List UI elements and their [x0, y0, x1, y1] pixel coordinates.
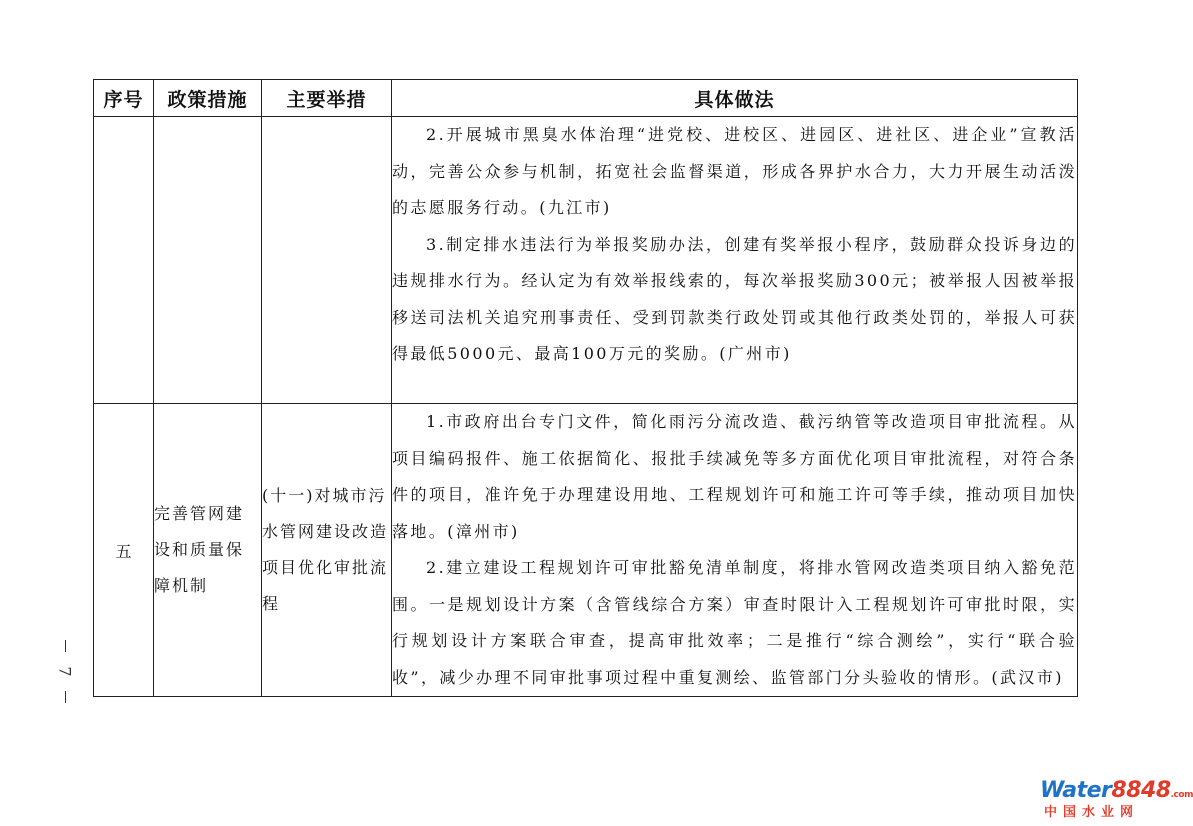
header-number: 序号	[94, 80, 154, 117]
practice-cell	[392, 117, 1078, 404]
page-number-dash	[65, 640, 66, 652]
practice-paragraph: 2.建立建设工程规划许可审批豁免清单制度，将排水管网改造类项目纳入豁免范围。一是规划设计方案（含管线综合方案）审查时限计入工程规划许可审批时限，实行规划设计方案联合审查，提高审批效率；二是推行“综合测绘”，实行“联合验收”，减少办理不同审批事项过程中重复测绘、监管部门分头验收的情形。(武汉市)	[392, 558, 1077, 687]
watermark-word-red: 8848	[1111, 778, 1171, 803]
page-number-dash	[65, 691, 66, 703]
practice-paragraph: 1.市政府出台专门文件，简化雨污分流改造、截污纳管等改造项目审批流程。从项目编码报件、施工依据简化、报批手续减免等多方面优化项目审批流程，对符合条件的项目，准许免于办理建设用地、工程规划许可和施工许可等手续，推动项目加快落地。(漳州市)	[392, 412, 1077, 541]
header-measure: 主要举措	[262, 80, 392, 117]
table-row	[94, 404, 1078, 697]
watermark-suffix: .com	[1170, 790, 1193, 800]
header-practice: 具体做法	[392, 80, 1078, 117]
practice-paragraph: 3.制定排水违法行为举报奖励办法，创建有奖举报小程序，鼓励群众投诉身边的违规排水行为。经认定为有效举报线索的，每次举报奖励300元；被举报人因被举报移送司法机关追究刑事责任、受到罚款类行政处罚或其他行政类处罚的，举报人可获得最低5000元、最高100万元的奖励。(广州市)	[392, 234, 1077, 363]
watermark-word	[1040, 778, 1193, 803]
watermark-logo	[1040, 778, 1193, 822]
watermark-chinese: 中国水业网	[1044, 805, 1140, 820]
practice-paragraph: 2.开展城市黑臭水体治理“进党校、进校区、进园区、进社区、进企业”宣教活动，完善公众参与机制，拓宽社会监督渠道，形成各界护水合力，大力开展生动活泼的志愿服务行动。(九江市)	[392, 125, 1077, 217]
table-row	[94, 117, 1078, 404]
page-number	[55, 638, 75, 708]
watermark-word-blue: Water	[1040, 778, 1112, 803]
empty-policy-cell	[154, 117, 262, 404]
empty-number-cell	[94, 117, 154, 404]
main-measure: (十一)对城市污水管网建设改造项目优化审批流程	[262, 404, 392, 697]
header-policy: 政策措施	[154, 80, 262, 117]
practice-cell	[392, 404, 1078, 697]
policy-measure: 完善管网建设和质量保障机制	[154, 404, 262, 697]
empty-measure-cell	[262, 117, 392, 404]
page-number-value: 7	[55, 666, 75, 677]
header-row	[94, 80, 1078, 117]
policy-table	[93, 79, 1078, 697]
row-number: 五	[94, 404, 154, 697]
